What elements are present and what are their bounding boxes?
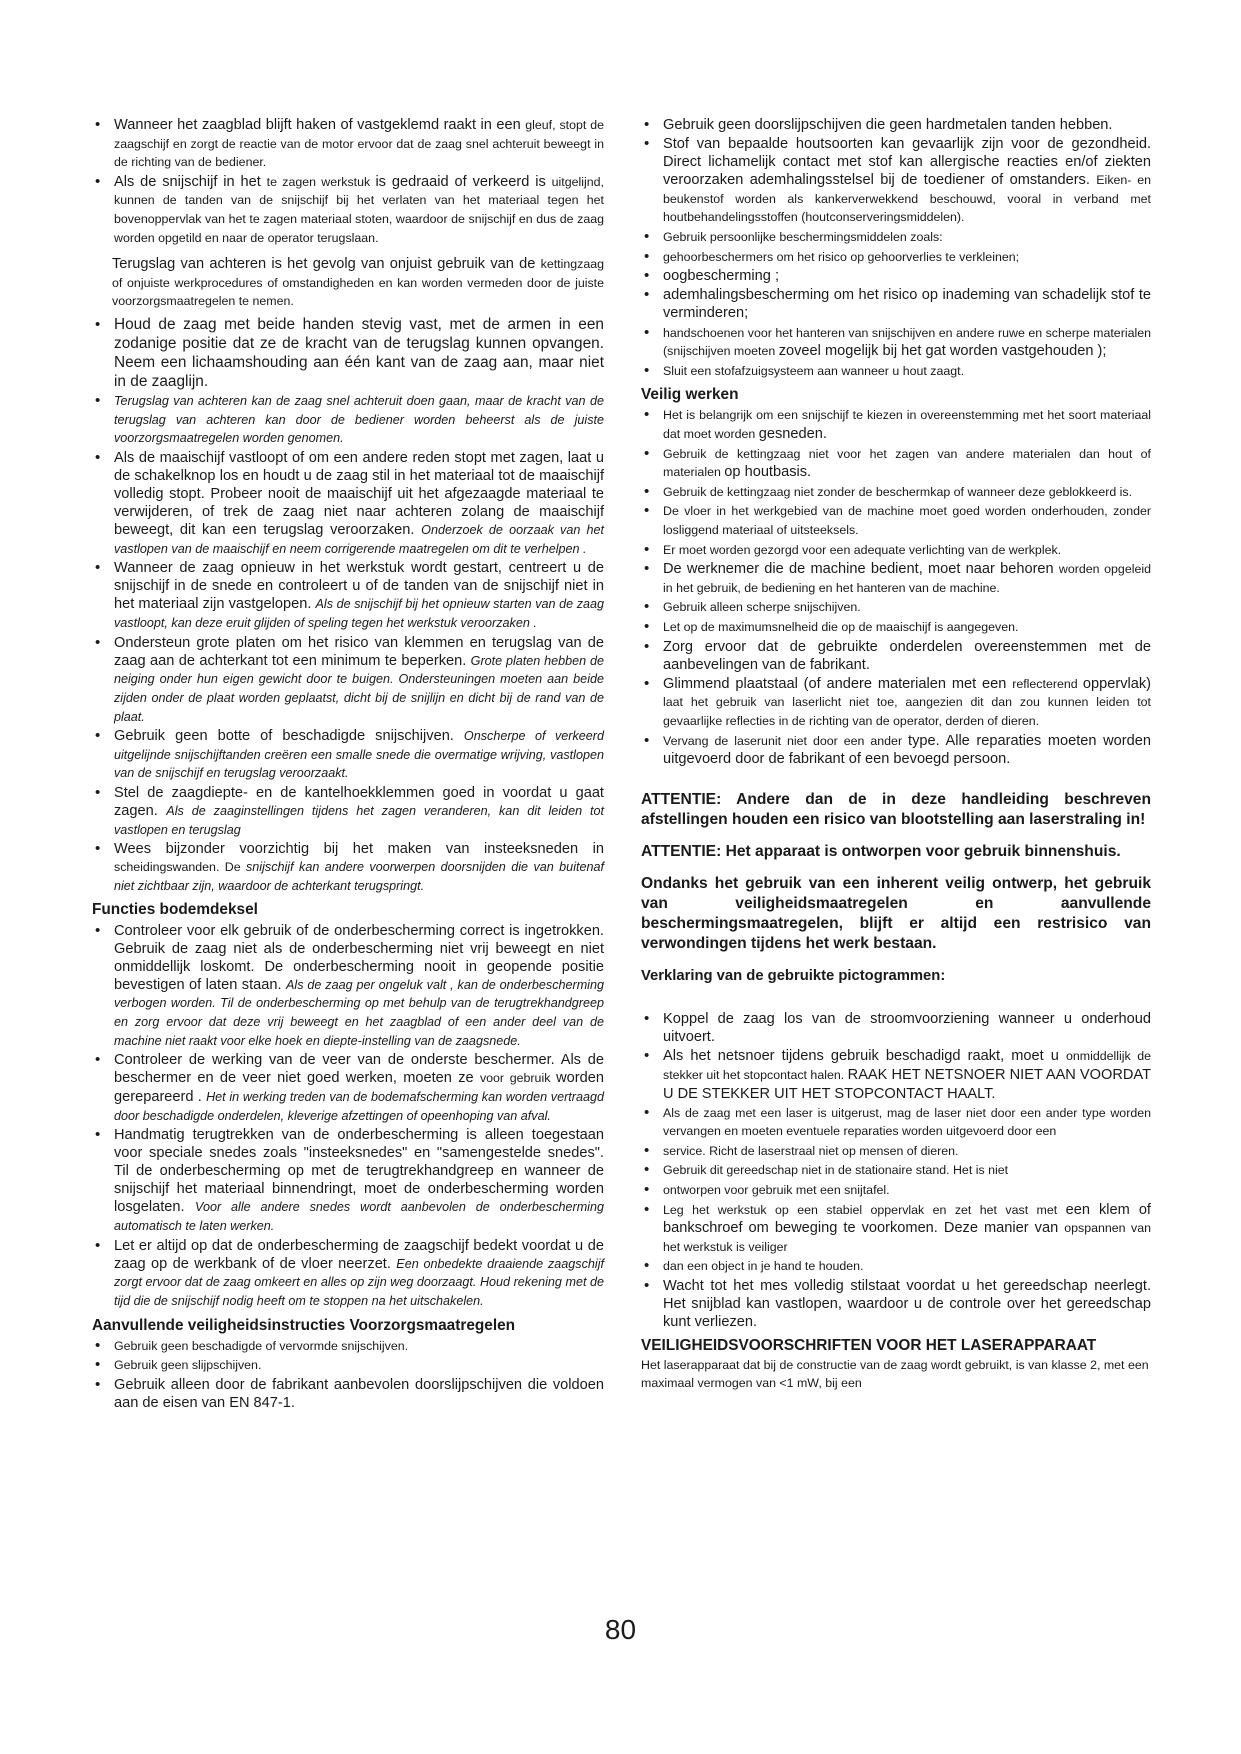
bottom-guard-list: [92, 922, 604, 1311]
list-item: • Let op de maximumsnelheid die op de maaischijf is aangegeven.: [641, 618, 1151, 637]
list-item: • oogbescherming ;: [641, 267, 1151, 285]
list-item: • Stel de zaagdiepte- en de kantelhoekklemmen goed in voordat u gaat zagen. Als de zaaginstellingen tijdens het zagen veranderen, kan dit leiden tot vastlopen en terugslag: [92, 784, 604, 839]
list-item: • Let er altijd op dat de onderbescherming de zaagschijf bedekt voordat u de zaag op de werkbank of de vloer neerzet. Een onbedekte draaiende zaagschijf zorgt ervoor dat de zaag omkeert en alles op zijn weg doorzaagt. Houd rekening met de tijd die de snijschijf nodig heeft om te stoppen na het uitschakelen.: [92, 1237, 604, 1311]
list-item: • Wees bijzonder voorzichtig bij het maken van insteeksneden in scheidingswanden. De snijschijf kan andere voorwerpen doorsnijden die van buitenaf niet zichtbaar zijn, waardoor de achterkant terugspringt.: [92, 840, 604, 895]
list-item: • Gebruik dit gereedschap niet in de stationaire stand. Het is niet: [641, 1161, 1151, 1180]
list-item: • Gebruik de kettingzaag niet zonder de beschermkap of wanneer deze geblokkeerd is.: [641, 483, 1151, 502]
list-item: • Terugslag van achteren kan de zaag snel achteruit doen gaan, maar de kracht van de terugslag van achteren kan door de bediener worden beheerst als de juiste voorzorgsmaatregelen worden genomen.: [92, 392, 604, 448]
list-item: • Controleer de werking van de veer van de onderste beschermer. Als de beschermer en de veer niet goed werken, moeten ze voor gebruik worden gerepareerd . Het in werking treden van de bodemafscherming kan worden vertraagd door beschadigde onderdelen, kleverige afzettingen of opeenhoping van afval.: [92, 1051, 604, 1125]
residual-risk-warning: Ondanks het gebruik van een inherent veilig ontwerp, het gebruik van veiligheidsmaatregelen en aanvullende beschermingsmaatregelen, blijft er altijd een restrisico van verwondingen tijdens het werk bestaan.: [641, 875, 1151, 953]
pictogram-heading: Verklaring van de gebruikte pictogrammen:: [641, 968, 946, 985]
list-item: • Als de zaag met een laser is uitgerust, mag de laser niet door een ander type worden vervangen en moeten eventuele reparaties worden uitgevoerd door een: [641, 1104, 1151, 1141]
list-item: • Glimmend plaatstaal (of andere materialen met een reflecterend oppervlak) laat het gebruik van laserlicht niet toe, aangezien dit dan zou kunnen leiden tot gevaarlijke reflecties in de richting van de operator, derden of dieren.: [641, 675, 1151, 731]
list-item: • Gebruik alleen scherpe snijschijven.: [641, 598, 1151, 617]
dust-protection-list: [641, 116, 1151, 380]
list-item: • handschoenen voor het hanteren van snijschijven en andere ruwe en scherpe materialen (snijschijven moeten zoveel mogelijk bij het gat worden vastgehouden );: [641, 324, 1151, 361]
page-number: 80: [604, 1614, 637, 1645]
pictogram-list: [641, 1010, 1151, 1331]
list-item: • Gebruik geen beschadigde of vervormde snijschijven.: [92, 1337, 604, 1356]
kickback-causes-list: [92, 116, 604, 247]
list-item: • Handmatig terugtrekken van de onderbescherming is alleen toegestaan voor speciale snedes zoals "insteeksnedes" en "samengestelde snedes". Til de onderbescherming op met de terugtrekhandgreep en wanneer de snijschijf het materiaal binnendringt, moet de onderbescherming worden losgelaten. Voor alle andere snedes wordt aanbevolen de onderbescherming automatisch te laten werken.: [92, 1126, 604, 1236]
list-item: • De werknemer die de machine bedient, moet naar behoren worden opgeleid in het gebruik, de bediening en het hanteren van de machine.: [641, 560, 1151, 597]
list-item: • Gebruik de kettingzaag niet voor het zagen van andere materialen dan hout of materialen op houtbasis.: [641, 445, 1151, 482]
list-item: • dan een object in je hand te houden.: [641, 1257, 1151, 1276]
list-item: • Stof van bepaalde houtsoorten kan gevaarlijk zijn voor de gezondheid. Direct lichamelijk contact met stof kan allergische reacties en/of ziekten veroorzaken ademhalingsstelsel bij de toediener of omstanders. Eiken- en beukenstof worden als kankerverwekkend beschouwd, vooral in verband met houtbehandelingsstoffen (houtconserveringsmiddelen).: [641, 135, 1151, 227]
list-item: • Controleer voor elk gebruik of de onderbescherming correct is ingetrokken. Gebruik de zaag niet als de onderbescherming niet vrij beweegt en niet onmiddellijk loskomt. De onderbescherming nooit in geopende positie bevestigen of laten staan. Als de zaag per ongeluk valt , kan de onderbescherming verbogen worden. Til de onderbescherming op met behulp van de terugtrekhandgreep en zorg ervoor dat deze vrij beweegt en het zaagblad of een ander deel van de machine niet raakt voor elke hoek en diepte-instelling van de zaagsnede.: [92, 922, 604, 1051]
list-item: • De vloer in het werkgebied van de machine moet goed worden onderhouden, zonder losliggend materiaal of uitsteeksels.: [641, 502, 1151, 539]
list-item: • Het is belangrijk om een snijschijf te kiezen in overeenstemming met het soort materiaal dat moet worden gesneden.: [641, 406, 1151, 443]
list-item: • Sluit een stofafzuigsysteem aan wanneer u hout zaagt.: [641, 362, 1151, 381]
safe-work-list: [641, 406, 1151, 768]
list-item: • Gebruik persoonlijke beschermingsmiddelen zoals:: [641, 228, 1151, 247]
list-item: • Zorg ervoor dat de gebruikte onderdelen overeenstemmen met de aanbevelingen van de fabrikant.: [641, 638, 1151, 674]
section-heading-laser: VEILIGHEIDSVOORSCHRIFTEN VOOR HET LASERAPPARAAT: [641, 1337, 1097, 1355]
left-column: [92, 116, 604, 1413]
section-heading-safe-work: Veilig werken: [641, 386, 739, 404]
list-item: • Gebruik alleen door de fabrikant aanbevolen doorslijpschijven die voldoen aan de eisen van EN 847-1.: [92, 1376, 604, 1412]
additional-safety-list: [92, 1337, 604, 1412]
laser-warning: ATTENTIE: Andere dan de in deze handleiding beschreven afstellingen houden een risico van blootstelling aan laserstraling in!: [641, 791, 1151, 829]
list-item: • Koppel de zaag los van de stroomvoorziening wanneer u onderhoud uitvoert.: [641, 1010, 1151, 1046]
list-item: • Als de snijschijf in het te zagen werkstuk is gedraaid of verkeerd is uitgelijnd, kunnen de tanden van de snijschijf bij het verlaten van het materiaal tegen het bovenoppervlak van het te zagen materiaal stoten, waardoor de snijschijf en dus de zaag worden opgetild en naar de operator terugslaan.: [92, 173, 604, 247]
laser-paragraph: Het laserapparaat dat bij de constructie van de zaag wordt gebruikt, is van klasse 2, met een maximaal vermogen van <1 mW, bij een: [641, 1358, 1149, 1390]
right-column: [641, 116, 1151, 1393]
list-item: • Als het netsnoer tijdens gebruik beschadigd raakt, moet u onmiddellijk de stekker uit het stopcontact halen. RAAK HET NETSNOER NIET AAN VOORDAT U DE STEKKER UIT HET STOPCONTACT HAALT.: [641, 1047, 1151, 1102]
list-item: • ademhalingsbescherming om het risico op inademing van schadelijk stof te verminderen;: [641, 286, 1151, 322]
list-item: • Wacht tot het mes volledig stilstaat voordat u het gereedschap neerlegt. Het snijblad kan vastlopen, waardoor u de controle over het gereedschap kunt verliezen.: [641, 1277, 1151, 1331]
list-item: • gehoorbeschermers om het risico op gehoorverlies te verkleinen;: [641, 248, 1151, 267]
list-item: • Als de maaischijf vastloopt of om een andere reden stopt met zagen, laat u de schakelknop los en houdt u de zaag stil in het materiaal tot de maaischijf volledig stopt. Probeer nooit de maaischijf uit het afgezaagde materiaal te verwijderen, of trek de zaag niet naar achteren zolang de maaischijf beweegt, dit kan een terugslag veroorzaken. Onderzoek de oorzaak van het vastlopen van de maaischijf en neem corrigerende maatregelen om dit te verhelpen .: [92, 449, 604, 559]
list-item: • Gebruik geen doorslijpschijven die geen hardmetalen tanden hebben.: [641, 116, 1151, 134]
list-item: • Gebruik geen botte of beschadigde snijschijven. Onscherpe of verkeerd uitgelijnde snijschijftanden creëren een smalle snede die overmatige wrijving, vastlopen van de snijschijf en terugslag veroorzaakt.: [92, 727, 604, 783]
list-item: • Houd de zaag met beide handen stevig vast, met de armen in een zodanige positie dat ze de kracht van de terugslag kunnen opvangen. Neem een lichaamshouding aan één kant van de zaag aan, maar niet in de zaaglijn.: [92, 315, 604, 391]
list-item: • Er moet worden gezorgd voor een adequate verlichting van de werkplek.: [641, 541, 1151, 560]
list-item: • Wanneer het zaagblad blijft haken of vastgeklemd raakt in een gleuf, stopt de zaagschijf en zorgt de reactie van de motor ervoor dat de zaag snel achteruit beweegt in de richting van de bediener.: [92, 116, 604, 172]
section-heading-bottom-guard: Functies bodemdeksel: [92, 901, 258, 919]
list-item: • Leg het werkstuk op een stabiel oppervlak en zet het vast met een klem of bankschroef om beweging te voorkomen. Deze manier van opspannen van het werkstuk is veiliger: [641, 1201, 1151, 1257]
kickback-precautions-list: [92, 315, 604, 896]
section-heading-additional-safety: Aanvullende veiligheidsinstructies Voorzorgsmaatregelen: [92, 1316, 516, 1334]
list-item: • Ondersteun grote platen om het risico van klemmen en terugslag van de zaag aan de achterkant tot een minimum te beperken. Grote platen hebben de neiging onder hun eigen gewicht door te buigen. Ondersteuningen moeten aan beide zijden onder de plaat worden geplaatst, dicht bij de snijlijn en dicht bij de rand van de plaat.: [92, 634, 604, 726]
kickback-paragraph: Terugslag van achteren is het gevolg van onjuist gebruik van de kettingzaag of onjuiste werkprocedures of omstandigheden en kan worden vermeden door de juiste voorzorgsmaatregelen te nemen.: [112, 256, 604, 309]
list-item: • Vervang de laserunit niet door een ander type. Alle reparaties moeten worden uitgevoerd door de fabrikant of een bevoegd persoon.: [641, 732, 1151, 769]
list-item: • Gebruik geen slijpschijven.: [92, 1356, 604, 1375]
list-item: • ontworpen voor gebruik met een snijtafel.: [641, 1181, 1151, 1200]
indoor-warning: ATTENTIE: Het apparaat is ontworpen voor gebruik binnenshuis.: [641, 843, 1121, 861]
list-item: • Wanneer de zaag opnieuw in het werkstuk wordt gestart, centreert u de snijschijf in de snede en controleert u of de tanden van de snijschijf niet in het materiaal zijn vastgelopen. Als de snijschijf bij het opnieuw starten van de zaag vastloopt, kan deze eruit glijden of speling tegen het werkstuk veroorzaken .: [92, 559, 604, 632]
list-item: • service. Richt de laserstraal niet op mensen of dieren.: [641, 1142, 1151, 1161]
